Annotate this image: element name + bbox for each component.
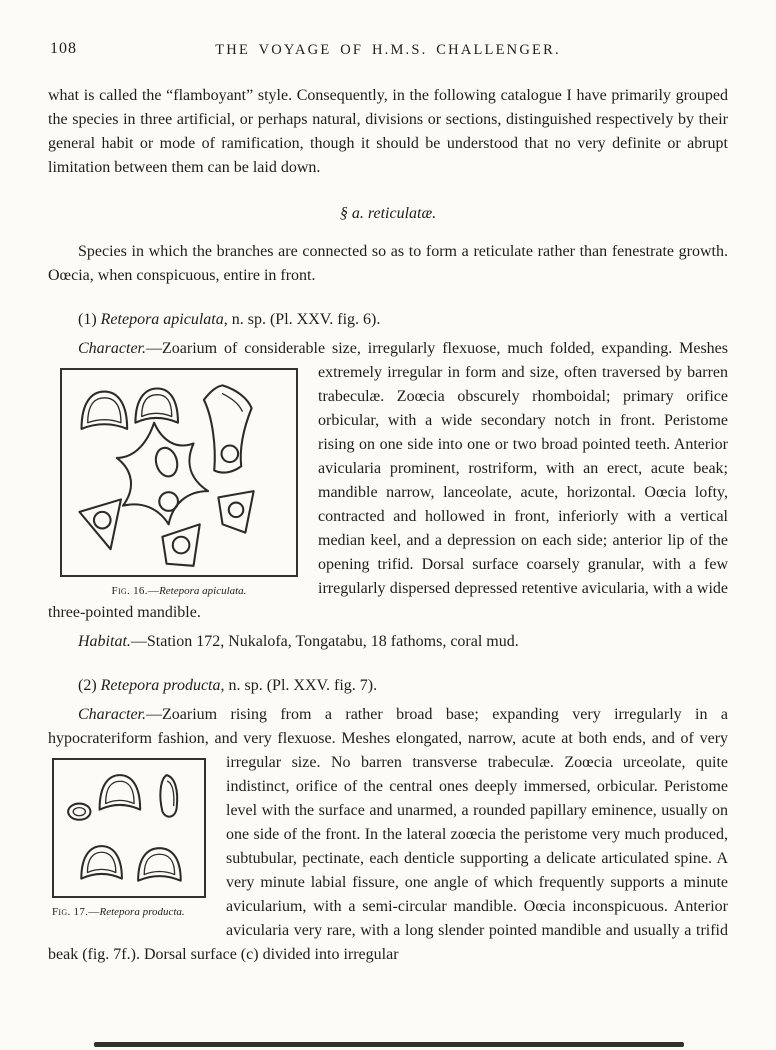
species1-character-label: Character. xyxy=(78,340,146,357)
section-name: a. reticulatæ. xyxy=(351,205,437,222)
zooecium-angular-shape xyxy=(218,491,253,532)
scan-edge-artifact xyxy=(94,1042,684,1047)
figure-16-caption xyxy=(60,584,298,598)
species1-name: Retepora apiculata xyxy=(100,311,224,328)
page-number: 108 xyxy=(50,40,77,57)
zooecium-bud-shape xyxy=(160,775,177,817)
section-symbol: § xyxy=(339,205,352,222)
species2-character-lead: —Zoarium rising from a rather broad base; expanding very irregularly in a hypocrateriform fashion, and very flexuose. Meshes elongated, narrow, acute at both xyxy=(48,706,728,747)
zooecium-dome-shape xyxy=(100,775,141,809)
species-1-entry xyxy=(48,308,728,654)
species1-character-lead: —Zoarium of considerable size, irregularly flexuose, much folded, expanding. xyxy=(146,340,673,357)
species1-character-paragraph xyxy=(48,337,728,625)
zooecium-dome-shape xyxy=(138,848,181,880)
species1-habitat xyxy=(48,630,728,654)
figure-16-frame xyxy=(60,368,298,577)
species1-character-rest: Meshes extremely irregular in form and size, often traversed by barren trabeculæ. Zoœcia obscurely rhomboidal; primary orifice orbicular, with a wide secondary notch in front. Peristome rising on one side into one or two broad pointed teeth. Anterior avicularia prominent, rostriform, with an erect, acute beak; mandible narrow, lanceolate, acute, horizontal. Oœcia lofty, contracted and hollowed in front, inferiorly with a vertical median keel, and a depression on each side; anterior lip of the opening trifid. Dorsal surface coarsely granular, with a few irregularly dispersed depressed retentive avicularia, with a wide three-pointed mandible. xyxy=(48,340,728,621)
species2-character-paragraph xyxy=(48,703,728,967)
zooecium-dome-shape xyxy=(81,846,122,878)
figure-17-drawing xyxy=(59,765,199,891)
zooecium-shield-shape xyxy=(162,524,199,565)
species2-character-rest: ends, and of very irregular size. No barren transverse trabeculæ. Zoœcia urceolate, quite indistinct, orifice of the central ones deeply immersed, orbicular. Peristome level with the surface and unarmed, a rounded papillary eminence, usually on one side of the front. In the lateral zoœcia the peristome very much produced, subtubular, pectinate, each denticle supporting a delicate articulated spine. A very minute labial fissure, one angle of which frequently supports a minute avicularium, with a semi-circular mandible. Oœcia inconspicuous. Anterior avicularia very rare, with a long slender pointed mandible and usually a trifid beak (fig. 7f.). Dorsal surface (c) divided into irregular xyxy=(48,730,729,963)
species1-title xyxy=(48,308,728,332)
species2-ref: , n. sp. (Pl. XXV. fig. 7). xyxy=(220,677,378,694)
zooecium-star-shape xyxy=(117,423,208,525)
species1-habitat-label: Habitat. xyxy=(78,633,131,650)
species1-habitat-text: —Station 172, Nukalofa, Tongatabu, 18 fathoms, coral mud. xyxy=(130,633,519,650)
figure-17 xyxy=(52,758,206,919)
intro-paragraph: what is called the “flamboyant” style. Consequently, in the following catalogue I have primarily grouped the species in three artificial, or perhaps natural, divisions or sections, distinguished respectively by their general habit or mode of ramification, though it should be understood that no very definite or abrupt limitation between them can be laid down. xyxy=(48,87,728,176)
header-title: THE VOYAGE OF H.M.S. CHALLENGER. xyxy=(215,42,561,58)
species1-number: (1) xyxy=(78,311,101,328)
zooecium-oval-shape xyxy=(68,804,90,820)
species2-title xyxy=(48,674,728,698)
species2-name: Retepora producta xyxy=(100,677,221,694)
page-header xyxy=(48,36,728,58)
zooecium-dome-shape xyxy=(82,392,128,429)
zooecium-dome-shape xyxy=(135,388,178,422)
figure-17-caption-name: Retepora producta. xyxy=(99,905,185,918)
figure-16 xyxy=(60,368,298,598)
figure-17-frame xyxy=(52,758,206,898)
figure-16-caption-name: Retepora apiculata. xyxy=(159,584,247,597)
zooecium-triangle-shape xyxy=(79,499,120,549)
species2-character-label: Character. xyxy=(78,706,146,723)
figure-16-drawing xyxy=(67,375,291,570)
figure-17-caption-label: Fig. 17.— xyxy=(52,905,100,918)
section-heading xyxy=(48,202,728,226)
section-description: Species in which the branches are connected so as to form a reticulate rather than fenestrate growth. Oœcia, when conspicuous, entire in front. xyxy=(48,243,728,284)
figure-17-caption xyxy=(52,905,206,919)
species1-ref: , n. sp. (Pl. XXV. fig. 6). xyxy=(223,311,381,328)
species2-number: (2) xyxy=(78,677,101,694)
species-2-entry xyxy=(48,674,728,967)
zooecium-kite-shape xyxy=(204,385,252,472)
figure-16-caption-label: Fig. 16.— xyxy=(111,584,160,597)
